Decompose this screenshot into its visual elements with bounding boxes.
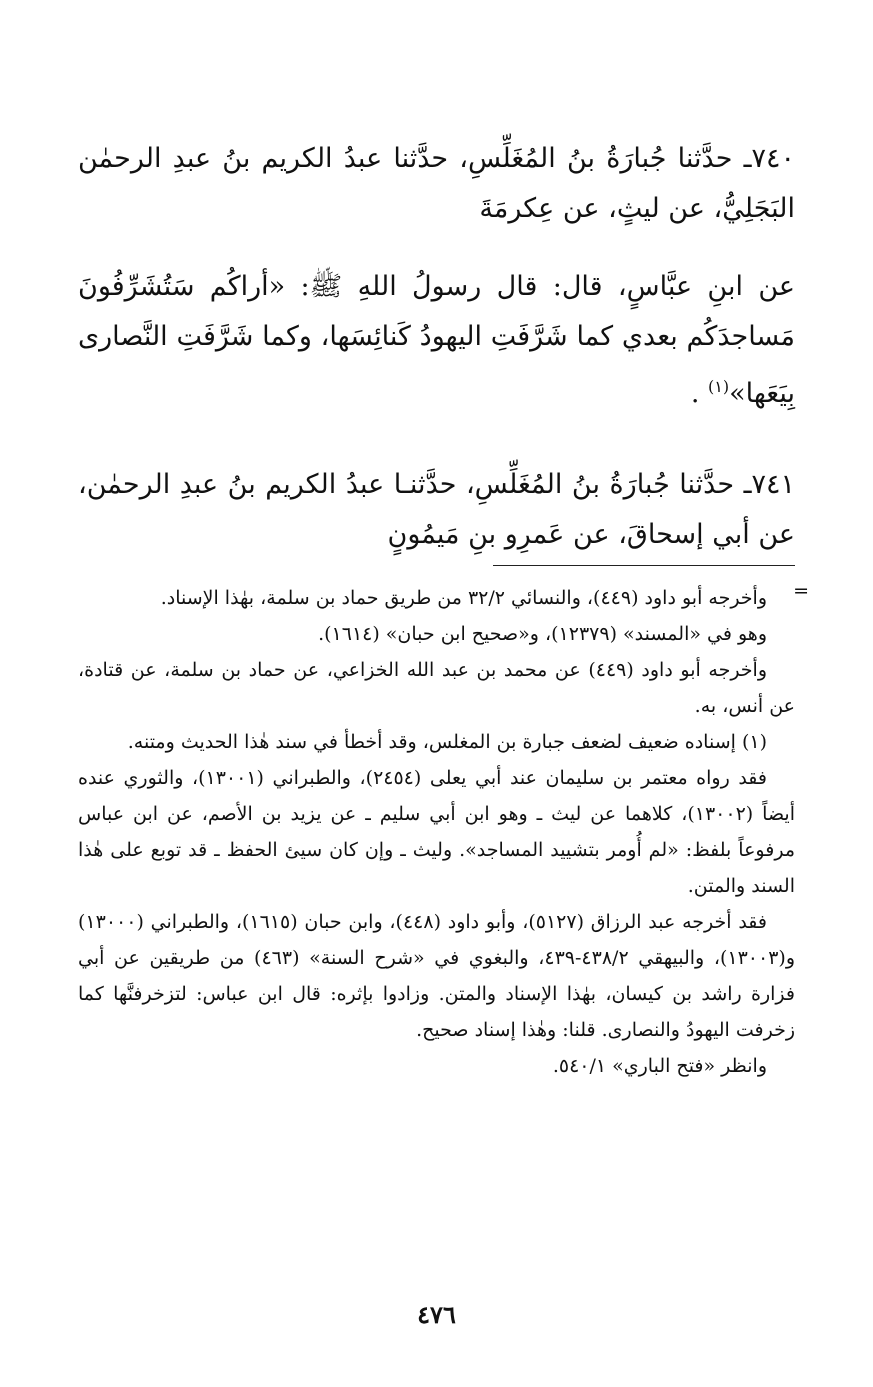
footnotes <box>78 580 809 1084</box>
footnote-line: وهو في «المسند» (١٢٣٧٩)، و«صحيح ابن حبان» (١٦١٤). <box>318 623 767 645</box>
hadith-740-end: . <box>690 378 709 409</box>
footnote-line: وانظر «فتح الباري» ٥٤٠/١. <box>552 1055 767 1077</box>
hadith-740-matn-text: عن ابنِ عبَّاسٍ، قال: قال رسولُ اللهِ ﷺ: «أراكُم سَتُشَرِّفُونَ مَساجدَكُم بعدي كما شَرَّفَتِ اليهودُ كَنائِسَها، وكما شَرَّفَتِ النَّصارى بِيَعَها» <box>78 271 795 409</box>
hadith-740-matn <box>78 262 795 419</box>
hadith-740-isnad: ٧٤٠ـ حدَّثنا جُبارَةُ بنُ المُغَلِّسِ، حدَّثنا عبدُ الكريم بنُ عبدِ الرحمٰن البَجَلِيُّ، عن ليثٍ، عن عِكرمَةَ <box>78 143 795 224</box>
page-number: ٤٧٦ <box>417 1300 456 1329</box>
continuation-mark: = <box>793 580 809 602</box>
footnote-line: فقد أخرجه عبد الرزاق (٥١٢٧)، وأبو داود (٤٤٨)، وابن حبان (١٦١٥)، والطبراني (١٣٠٠٠) و(١٣٠٠٣)، والبيهقي ٤٣٨/٢-٤٣٩، والبغوي في «شرح السنة» (٤٦٣) من طريقين عن أبي فزارة راشد بن كيسان، بهٰذا الإسناد والمتن. وزادوا بإثره: قال ابن عباس: لتزخرفنَّها كما زخرفت اليهودُ والنصارى. قلنا: وهٰذا إسناد صحيح. <box>78 911 795 1041</box>
footnote-ref-1: (١) <box>708 377 730 396</box>
footnote-line: وأخرجه أبو داود (٤٤٩)، والنسائي ٣٢/٢ من طريق حماد بن سلمة، بهٰذا الإسناد. <box>160 587 767 609</box>
footnote-line: وأخرجه أبو داود (٤٤٩) عن محمد بن عبد الله الخزاعي، عن حماد بن سلمة، عن قتادة، عن أنس، به. <box>78 659 795 717</box>
book-page <box>78 0 809 1387</box>
hadith-741-isnad: ٧٤١ـ حدَّثنا جُبارَةُ بنُ المُغَلِّسِ، حدَّثنـا عبدُ الكريم بنُ عبدِ الرحمٰن، عن أبي إسحاقَ، عن عَمرِو بنِ مَيمُونٍ <box>78 469 795 550</box>
footnote-line: فقد رواه معتمر بن سليمان عند أبي يعلى (٢٤٥٤)، والطبراني (١٣٠٠١)، والثوري عنده أيضاً (١٣٠٠٢)، كلاهما عن ليث ـ وهو ابن أبي سليم ـ عن يزيد بن الأصم، عن ابن عباس مرفوعاً بلفظ: «لم أُومر بتشييد المساجد». وليث ـ وإن كان سيئ الحفظ ـ قد توبع على هٰذا السند والمتن. <box>78 767 795 897</box>
footnote-separator <box>493 565 795 566</box>
footnote-line: (١) إسناده ضعيف لضعف جبارة بن المغلس، وقد أخطأ في سند هٰذا الحديث ومتنه. <box>127 731 767 753</box>
